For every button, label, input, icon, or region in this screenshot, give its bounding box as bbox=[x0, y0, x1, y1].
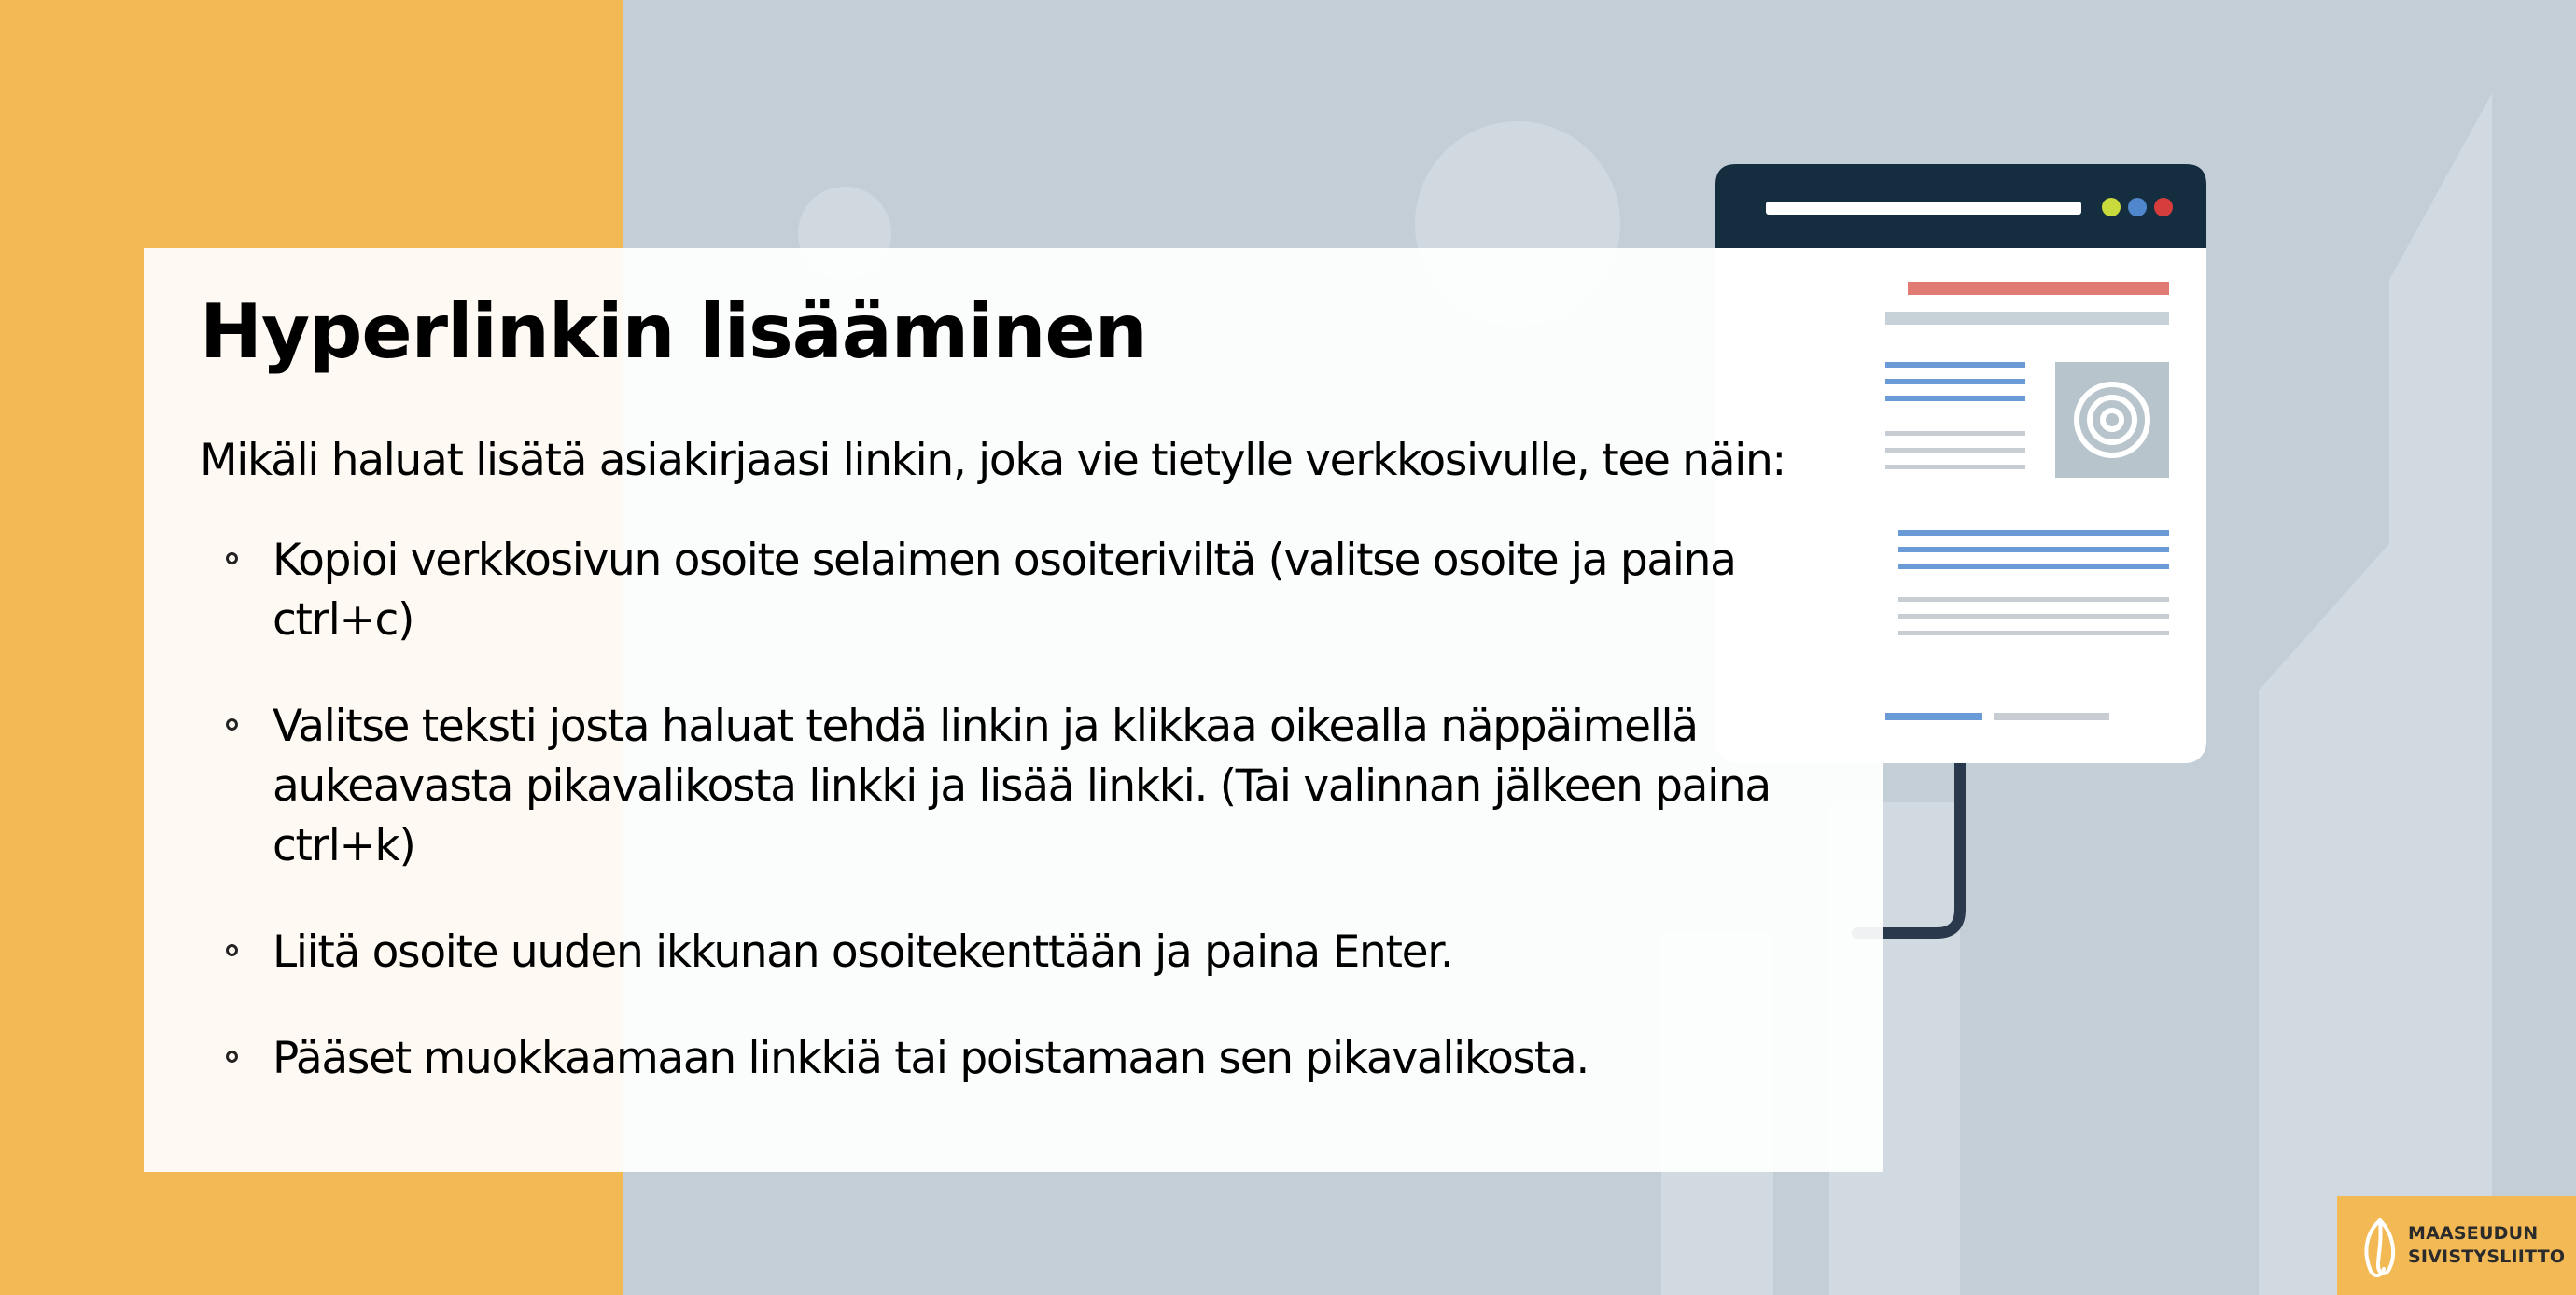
list-item bbox=[200, 697, 1827, 876]
content-card bbox=[144, 248, 1883, 1172]
bullet-icon bbox=[226, 552, 238, 564]
logo-line-1: MAASEUDUN bbox=[2408, 1223, 2539, 1244]
bullet-icon bbox=[226, 1051, 238, 1063]
step-text: Kopioi verkkosivun osoite selaimen osoiteriviltä (valitse osoite ja paina ctrl+c) bbox=[273, 535, 1736, 647]
step-text: Pääset muokkaamaan linkkiä tai poistamaan sen pikavalikosta. bbox=[273, 1033, 1589, 1085]
list-item bbox=[200, 923, 1827, 982]
logo-line-2: SIVISTYSLIITTO bbox=[2408, 1246, 2566, 1267]
list-item bbox=[200, 531, 1827, 650]
bullet-icon bbox=[226, 718, 238, 731]
slide-title: Hyperlinkin lisääminen bbox=[200, 288, 1147, 375]
organization-logo bbox=[2337, 1196, 2576, 1295]
steps-list bbox=[200, 531, 1827, 1089]
step-text: Valitse teksti josta haluat tehdä linkin ja klikkaa oikealla näppäimellä aukeavasta pikavalikosta linkki ja lisää linkki. (Tai valinnan jälkeen paina ctrl+k) bbox=[273, 701, 1771, 872]
leaf-icon bbox=[2358, 1217, 2402, 1278]
list-item bbox=[200, 1029, 1827, 1089]
step-text: Liitä osoite uuden ikkunan osoitekenttään ja paina Enter. bbox=[273, 926, 1453, 979]
bullet-icon bbox=[226, 944, 238, 956]
logo-text bbox=[2408, 1222, 2565, 1269]
intro-text: Mikäli haluat lisätä asiakirjaasi linkin, joka vie tietylle verkkosivulle, tee näin: bbox=[200, 435, 1785, 486]
